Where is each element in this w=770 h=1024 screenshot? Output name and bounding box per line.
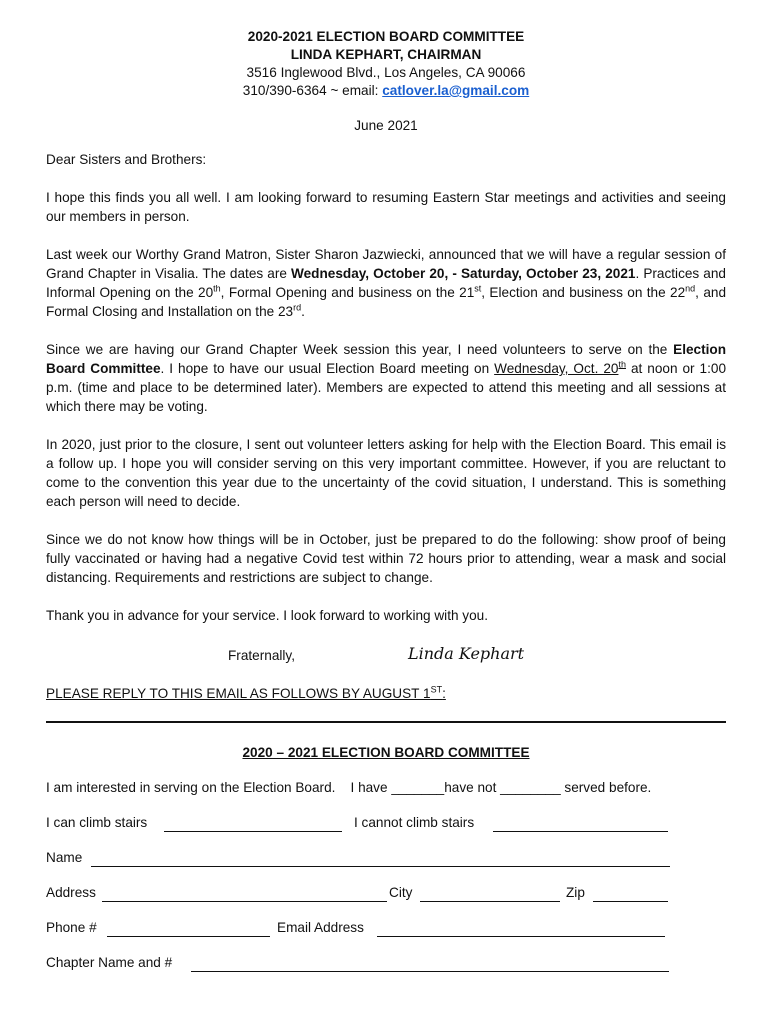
paragraph-5: Since we do not know how things will be in October, just be prepared to do the following: show proof of being fully vaccinated or having had a negative Covid test within 72 hours prior to attending, wear a mask and social distancing. Requirements and restrictions are subject to change. [46, 532, 726, 585]
reply-form [46, 780, 726, 990]
phone-text: 310/390-6364 ~ email: [242, 83, 379, 98]
reply-instruction: PLEASE REPLY TO THIS EMAIL AS FOLLOWS BY AUGUST 1ST: [46, 684, 446, 701]
email-field[interactable] [377, 922, 665, 937]
committee-title: 2020-2021 ELECTION BOARD COMMITTEE [247, 29, 525, 44]
email-label: Email Address [277, 920, 364, 935]
cannot-climb-label: I cannot climb stairs [354, 815, 475, 830]
email-link[interactable]: catlover.la@gmail.com [382, 83, 530, 98]
address-field[interactable] [102, 887, 387, 902]
paragraph-6: Thank you in advance for your service. I look forward to working with you. [46, 608, 489, 623]
chapter-field[interactable] [191, 957, 669, 972]
phone-label: Phone # [46, 920, 97, 935]
climb-stairs-label: I can climb stairs [46, 815, 148, 830]
chairman-line: LINDA KEPHART, CHAIRMAN [290, 47, 482, 62]
cannot-climb-field[interactable] [493, 817, 668, 832]
closing-word: Fraternally, [228, 648, 295, 663]
zip-label: Zip [566, 885, 585, 900]
name-field[interactable] [91, 852, 670, 867]
name-label: Name [46, 850, 83, 865]
paragraph-2: Last week our Worthy Grand Matron, Sister Sharon Jazwiecki, announced that we will have a regular session of Grand Chapter in Visalia. The dates are Wednesday, October 20, - Saturday, October 23, 2021. Practices and Informal Opening on the 20th, Formal Opening and business on the 21st, Election and business on the 22nd, and Formal Closing and Installation on the 23rd. [46, 247, 727, 319]
letterhead [46, 28, 726, 100]
form-row-served [46, 780, 726, 815]
contact-line [46, 82, 726, 100]
form-row-chapter [46, 955, 726, 990]
form-row-address [46, 885, 726, 920]
paragraph-4: In 2020, just prior to the closure, I sent out volunteer letters asking for help with the Election Board. This email is a follow up. I hope you will consider serving on this very important committee. However, if you are reluctant to come to the convention this year due to the uncertainty of the covid situation, I understand. This is something each person will need to decide. [46, 437, 726, 509]
served-question[interactable]: I am interested in serving on the Election Board. I have _______have not ________ served before. [46, 780, 652, 795]
zip-field[interactable] [593, 887, 668, 902]
signature: Linda Kephart [408, 644, 525, 663]
letter-page [46, 28, 726, 990]
paragraph-1: I hope this finds you all well. I am looking forward to resuming Eastern Star meetings and activities and seeing our members in person. [46, 190, 726, 224]
phone-field[interactable] [107, 922, 270, 937]
address-line: 3516 Inglewood Blvd., Los Angeles, CA 90066 [246, 65, 526, 80]
address-label: Address [46, 885, 96, 900]
closing [46, 644, 726, 668]
city-label: City [389, 885, 413, 900]
city-field[interactable] [420, 887, 560, 902]
form-row-name [46, 850, 726, 885]
climb-stairs-field[interactable] [164, 817, 342, 832]
chapter-label: Chapter Name and # [46, 955, 173, 970]
divider-rule [46, 721, 726, 723]
paragraph-3: Since we are having our Grand Chapter Week session this year, I need volunteers to serve on the Election Board Committee. I hope to have our usual Election Board meeting on Wednesday, Oct. 20th at noon or 1:00 p.m. (time and place to be determined later). Members are expected to attend this meeting and all sessions at which there may be voting. [46, 342, 727, 414]
form-title: 2020 – 2021 ELECTION BOARD COMMITTEE [242, 745, 530, 760]
form-row-phone [46, 920, 726, 955]
letter-date: June 2021 [354, 118, 418, 133]
salutation: Dear Sisters and Brothers: [46, 152, 207, 167]
form-row-stairs [46, 815, 726, 850]
